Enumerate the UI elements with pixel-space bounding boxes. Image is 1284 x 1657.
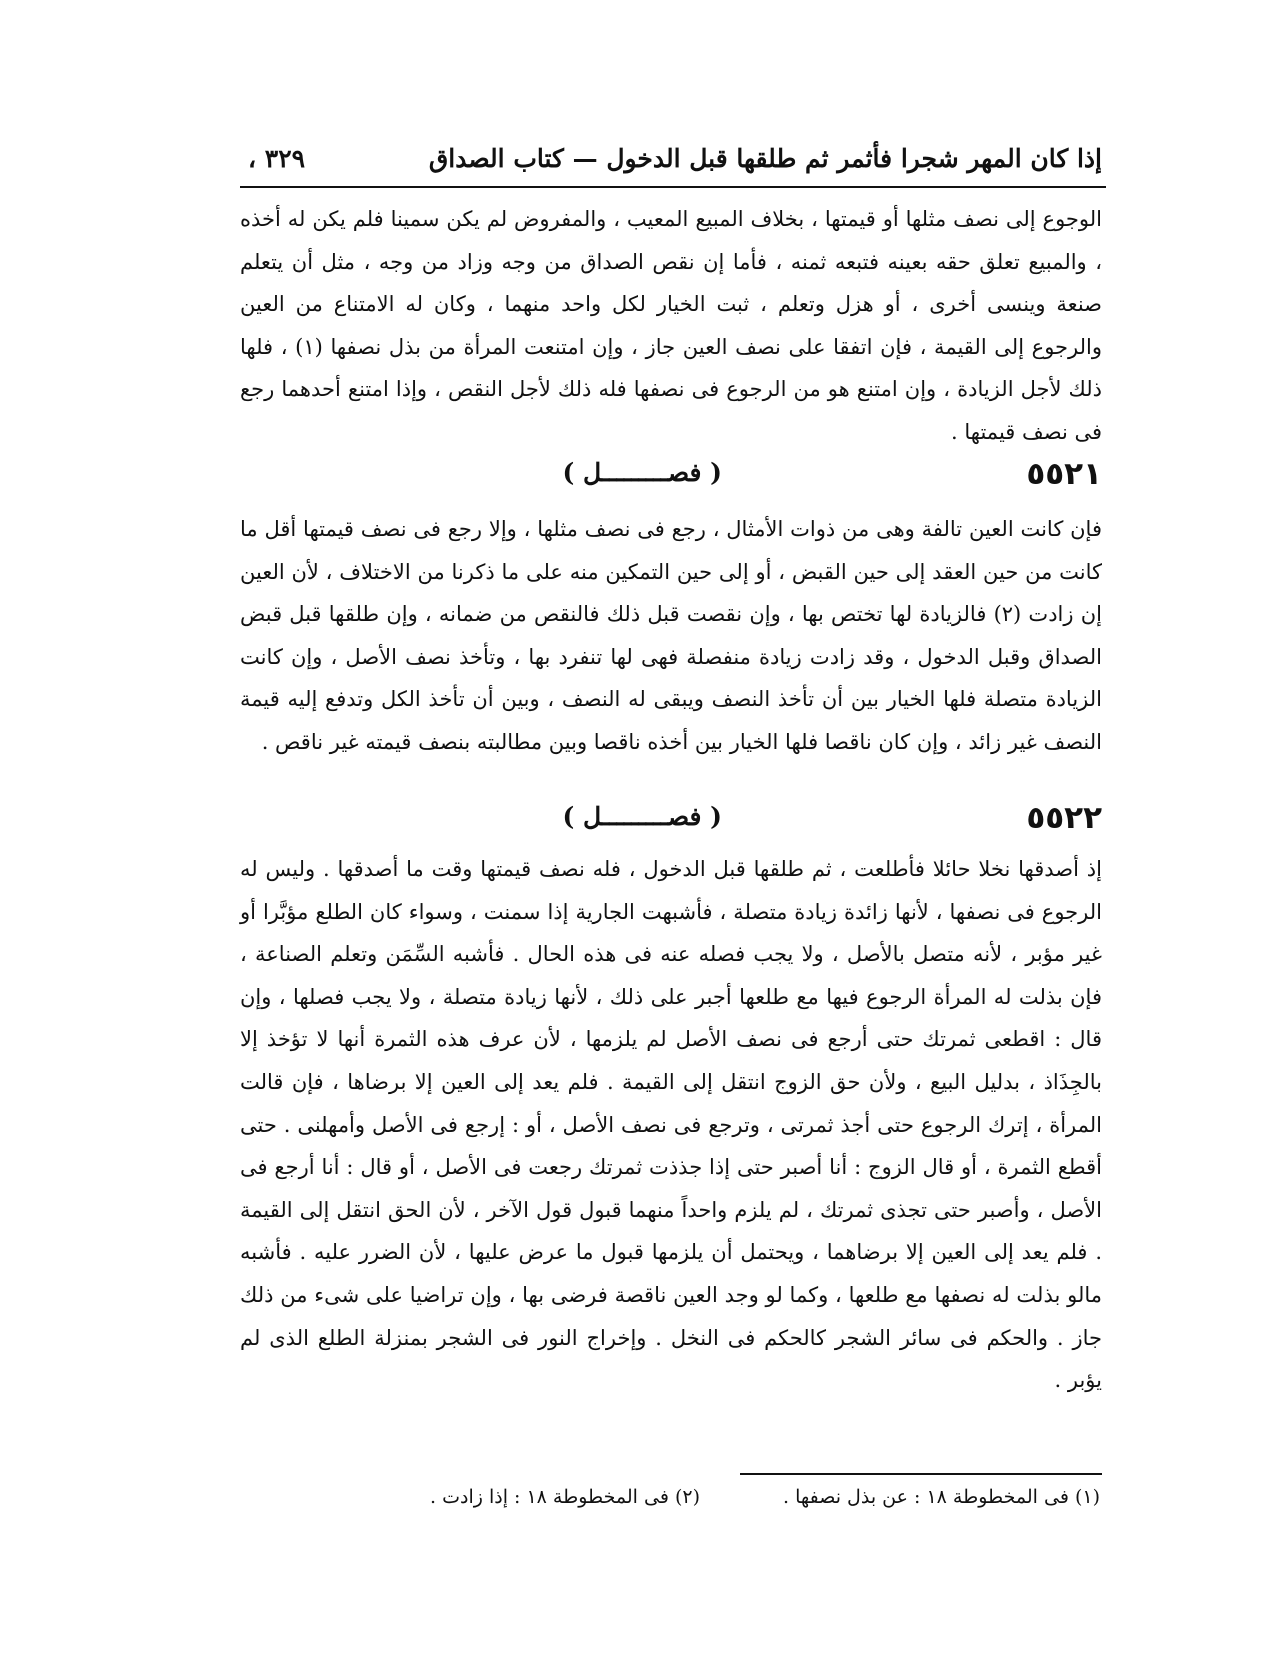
section-number: ٥٥٢١ <box>1026 456 1102 492</box>
section-number: ٥٥٢٢ <box>1026 800 1102 836</box>
running-header <box>240 138 1102 184</box>
paragraph-2 <box>240 508 1102 764</box>
paragraph-1 <box>240 198 1102 454</box>
section-label: ( فصـــــــــل ) <box>562 802 722 831</box>
footnote-divider <box>740 1473 1102 1475</box>
section-label: ( فصـــــــــل ) <box>562 458 722 487</box>
paragraph-3 <box>240 848 1102 1402</box>
paragraph-3-text: إذ أصدقها نخلا حائلا فأطلعت ، ثم طلقها قبل الدخول ، فله نصف قيمتها وقت ما أصدقها . وليس له الرجوع فى نصفها ، لأنها زائدة زيادة متصلة ، فأشبهت الجارية إذا سمنت ، وسواء كان الطلع مؤبَّرا أو غير مؤبر ، لأنه متصل بالأصل ، ولا يجب فصله عنه فى هذه الحال . فأشبه السِّمَن وتعلم الصناعة ، فإن بذلت له المرأة الرجوع فيها مع طلعها أجبر على ذلك ، لأنها زيادة متصلة ، ولا يجب فصلها ، وإن قال : اقطعى ثمرتك حتى أرجع فى نصف الأصل لم يلزمها ، لأن عرف هذه الثمرة أنها لا تؤخذ إلا بالجِذَاذ ، بدليل البيع ، ولأن حق الزوج انتقل إلى القيمة . فلم يعد إلى العين إلا برضاها ، فإن قالت المرأة ، إترك الرجوع حتى أجذ ثمرتى ، وترجع فى نصف الأصل ، أو : إرجع فى الأصل وأمهلنى . حتى أقطع الثمرة ، أو قال الزوج : أنا أصبر حتى إذا جذذت ثمرتك رجعت فى الأصل ، أو قال : أنا أرجع فى الأصل ، وأصبر حتى تجذى ثمرتك ، لم يلزم واحداً منهما قبول قول الآخر ، لأن الحق انتقل إلى القيمة . فلم يعد إلى العين إلا برضاهما ، ويحتمل أن يلزمها قبول ما عرض عليها ، لأن الضرر عليه . فأشبه مالو بذلت له نصفها مع طلعها ، وكما لو وجد العين ناقصة فرضى بها ، وإن تراضيا على شىء من ذلك جاز . والحكم فى سائر الشجر كالحكم فى النخل . وإخراج النور فى الشجر بمنزلة الطلع الذى لم يؤبر . <box>240 857 1102 1393</box>
paragraph-2-text: فإن كانت العين تالفة وهى من ذوات الأمثال ، رجع فى نصف مثلها ، وإلا رجع فى نصف قيمتها أقل ما كانت من حين العقد إلى حين القبض ، أو إلى حين التمكين منه على ما ذكرنا من الاختلاف ، لأن العين إن زادت (٢) فالزيادة لها تختص بها ، وإن نقصت قبل ذلك فالنقص من ضمانه ، وإن طلقها قبل قبض الصداق وقبل الدخول ، وقد زادت زيادة منفصلة فهى لها تنفرد بها ، وتأخذ نصف الأصل ، وإن كانت الزيادة متصلة فلها الخيار بين أن تأخذ النصف ويبقى له النصف ، وبين أن تأخذ الكل وتدفع إليه قيمة النصف غير زائد ، وإن كان ناقصا فلها الخيار بين أخذه ناقصا وبين مطالبته بنصف قيمته غير ناقص . <box>240 517 1102 754</box>
footnotes <box>360 1486 1100 1522</box>
header-title: إذا كان المهر شجرا فأثمر ثم طلقها قبل الدخول — كتاب الصداق <box>428 144 1102 173</box>
section-heading-5521 <box>240 456 1102 496</box>
paragraph-1-text: الوجوع إلى نصف مثلها أو قيمتها ، بخلاف المبيع المعيب ، والمفروض لم يكن سمينا فلم يكن له أخذه ، والمبيع تعلق حقه بعينه فتبعه ثمنه ، فأما إن نقص الصداق من وجه وزاد من وجه ، مثل أن يتعلم صنعة وينسى أخرى ، أو هزل وتعلم ، ثبت الخيار لكل واحد منهما ، وكان له الامتناع من العين والرجوع إلى القيمة ، فإن اتفقا على نصف العين جاز ، وإن امتنعت المرأة من بذل نصفها (١) ، فلها ذلك لأجل الزيادة ، وإن امتنع هو من الرجوع فى نصفها فله ذلك لأجل النقص ، وإذا امتنع أحدهما رجع فى نصف قيمتها . <box>240 207 1103 444</box>
page-number: ٣٢٩ ، <box>248 144 306 173</box>
footnote-2: (٢) فى المخطوطة ١٨ : إذا زادت . <box>430 1486 700 1508</box>
footnote-1: (١) فى المخطوطة ١٨ : عن بذل نصفها . <box>783 1486 1100 1508</box>
section-heading-5522 <box>240 800 1102 840</box>
header-divider <box>240 186 1106 188</box>
